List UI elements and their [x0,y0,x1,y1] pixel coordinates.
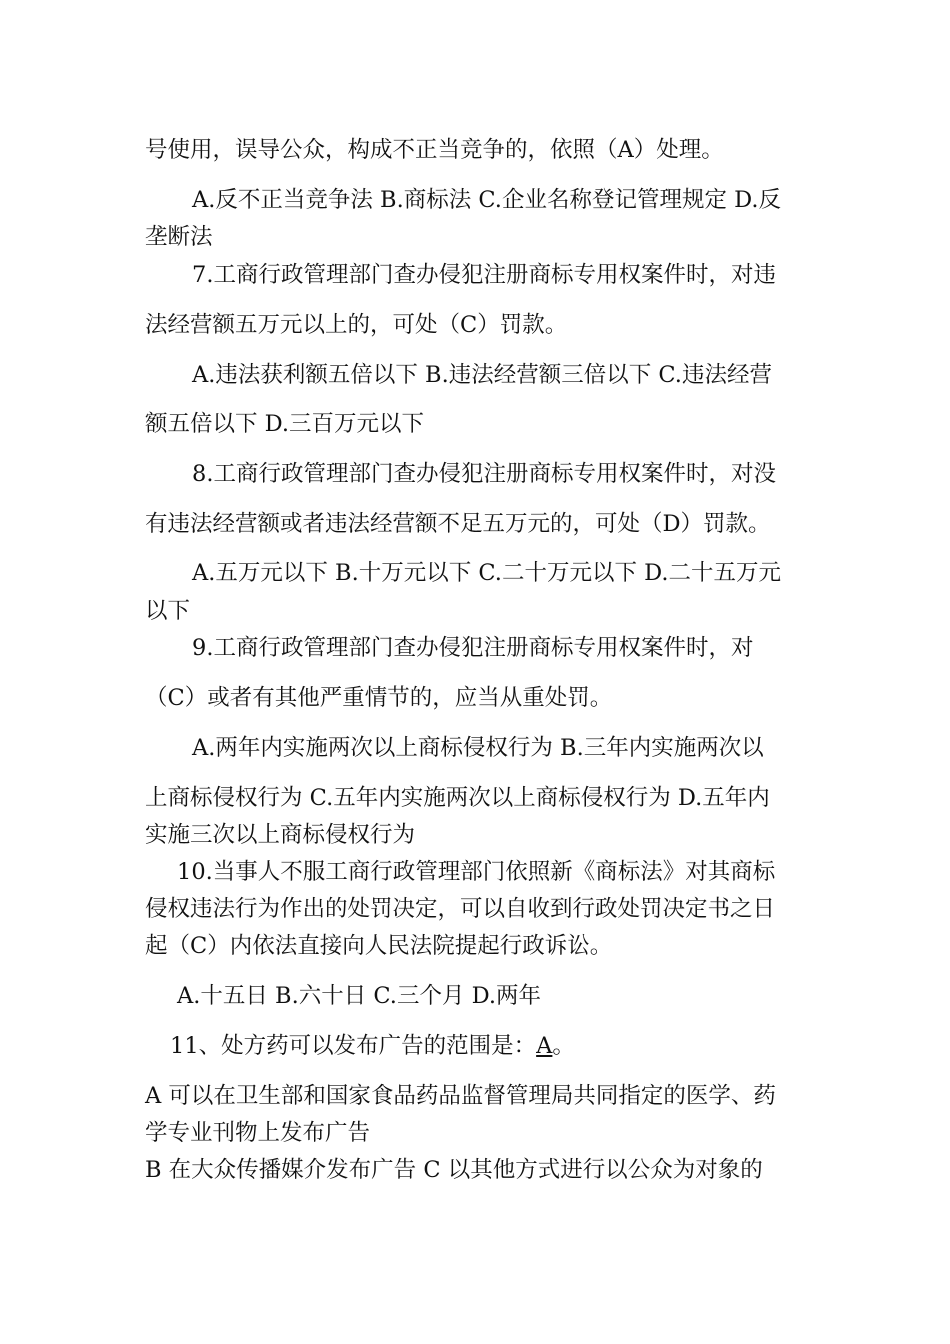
q9-options-line: A.两年内实施两次以上商标侵权行为 B.三年内实施两次以 [192,735,764,761]
q11-prefix: 11、处方药可以发布广告的范围是： [170,1033,537,1059]
q9-options-line: 上商标侵权行为 C.五年内实施两次以上商标侵权行为 D.五年内 [145,785,770,811]
q7-options-line: 额五倍以下 D.三百万元以下 [145,411,425,437]
q7-stem-line: 7.工商行政管理部门查办侵犯注册商标专用权案件时，对违 [192,262,776,288]
q8-stem-line: 有违法经营额或者违法经营额不足五万元的，可处（D）罚款。 [145,511,771,537]
q11-stem-line [170,1031,575,1061]
q6-options-line: 垄断法 [145,224,213,250]
q10-stem-line: 起（C）内依法直接向人民法院提起行政诉讼。 [145,933,613,959]
q10-stem-line: 侵权违法行为作出的处罚决定，可以自收到行政处罚决定书之日 [145,896,776,922]
q11-options-line: B 在大众传播媒介发布广告 C 以其他方式进行以公众为对象的 [145,1157,763,1183]
q8-options-line: 以下 [145,598,191,624]
q6-options-line: A.反不正当竞争法 B.商标法 C.企业名称登记管理规定 D.反 [192,187,781,213]
q11-suffix: 。 [552,1033,575,1059]
q10-options-line: A.十五日 B.六十日 C.三个月 D.两年 [177,983,541,1009]
text-line: 号使用，误导公众，构成不正当竞争的，依照（A）处理。 [145,137,724,163]
q9-stem-line: （C）或者有其他严重情节的，应当从重处罚。 [145,685,613,711]
q11-option-a-line: A 可以在卫生部和国家食品药品监督管理局共同指定的医学、药 [145,1083,776,1109]
q8-options-line: A.五万元以下 B.十万元以下 C.二十万元以下 D.二十五万元 [192,560,781,586]
q10-stem-line: 10.当事人不服工商行政管理部门依照新《商标法》对其商标 [177,859,776,885]
q11-answer: A [536,1033,553,1059]
q9-stem-line: 9.工商行政管理部门查办侵犯注册商标专用权案件时，对 [192,635,754,661]
q11-option-a-line: 学专业刊物上发布广告 [145,1120,371,1146]
q9-options-line: 实施三次以上商标侵权行为 [145,822,416,848]
q8-stem-line: 8.工商行政管理部门查办侵犯注册商标专用权案件时，对没 [192,461,776,487]
q7-stem-line: 法经营额五万元以上的，可处（C）罚款。 [145,312,568,338]
q7-options-line: A.违法获利额五倍以下 B.违法经营额三倍以下 C.违法经营 [192,362,772,388]
